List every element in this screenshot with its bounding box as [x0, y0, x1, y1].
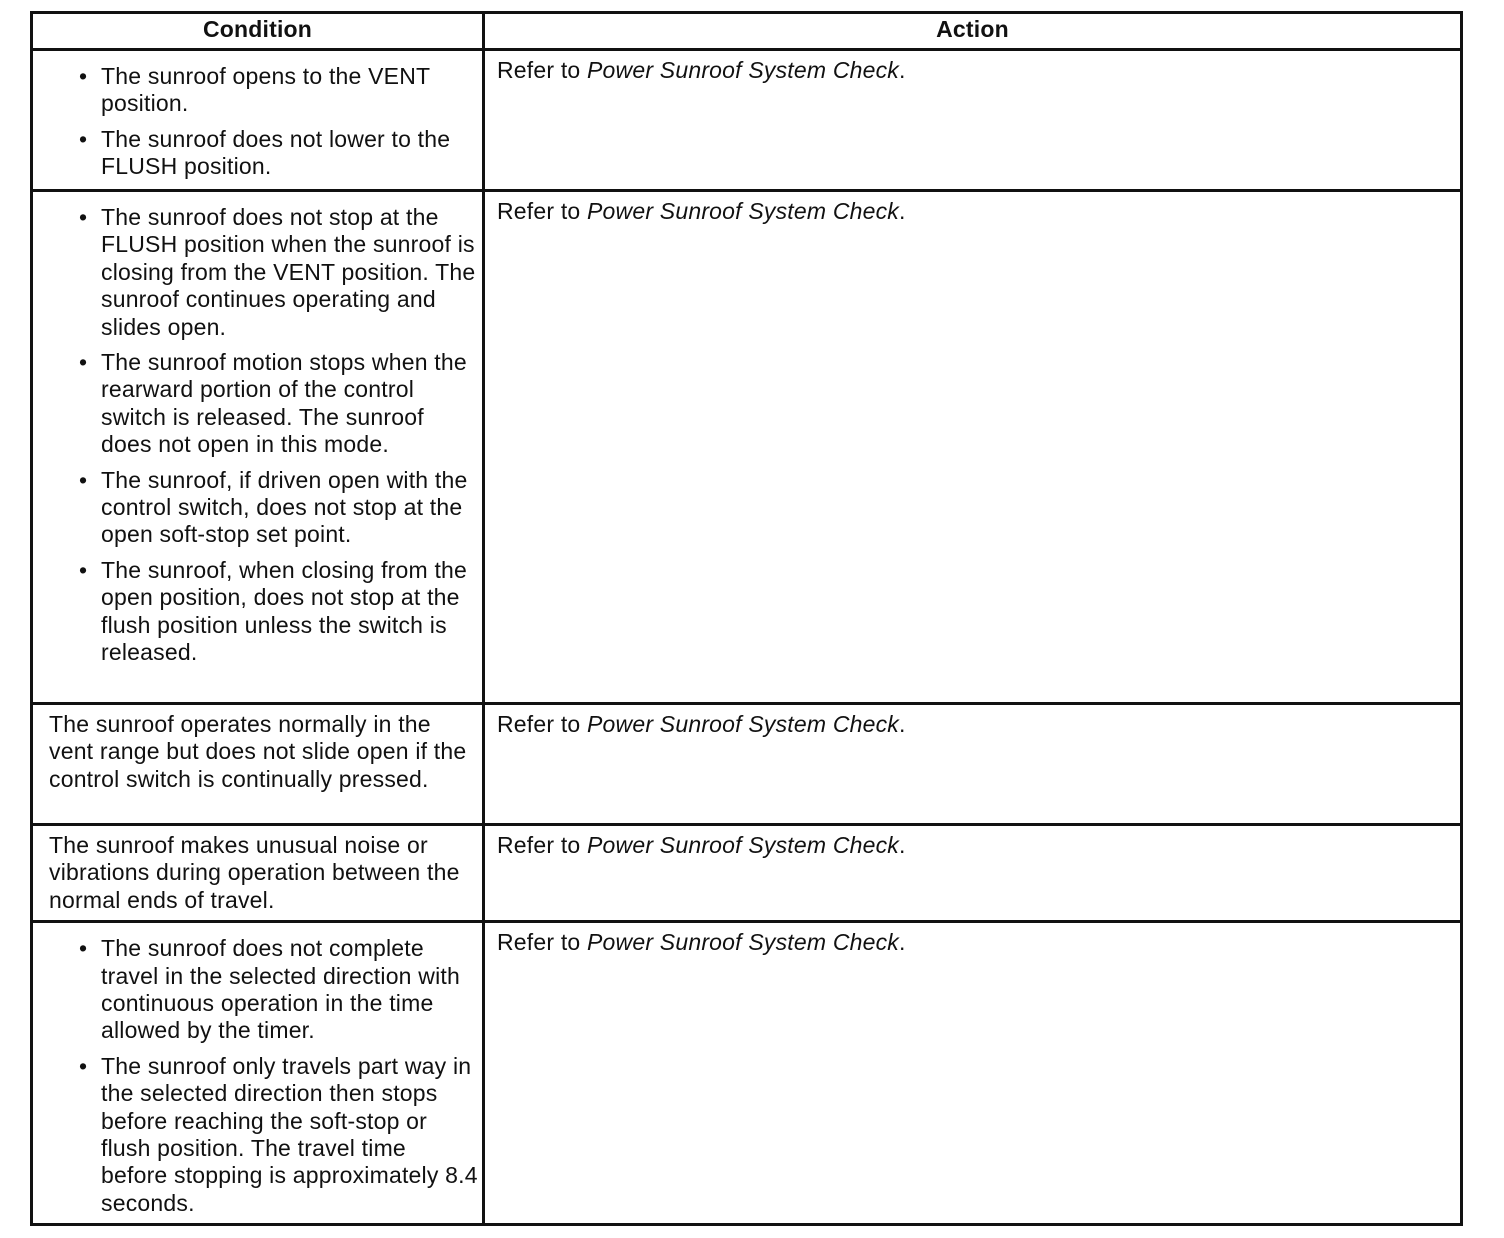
- table-row: [32, 825, 1462, 922]
- condition-bullet: • The sunroof, if driven open with the control switch, does not stop at the open soft-stop set point.: [101, 467, 478, 549]
- action-text: Refer to: [497, 929, 588, 956]
- condition-column-header: Condition: [32, 13, 484, 50]
- action-text: Refer to: [497, 198, 588, 224]
- condition-bullet-list: [49, 63, 478, 181]
- action-text: Refer to: [497, 57, 588, 83]
- condition-bullet: • The sunroof does not stop at the FLUSH position when the sunroof is closing from the VENT position. The sunroof continues operating and slides open.: [101, 204, 478, 341]
- action-cell: [484, 704, 1462, 825]
- condition-cell: [32, 825, 484, 922]
- table-row: [32, 50, 1462, 191]
- condition-bullet: • The sunroof only travels part way in the selected direction then stops before reaching the soft-stop or flush position. The travel time before stopping is approximately 8.4 seconds.: [101, 1053, 478, 1217]
- table-row: [32, 704, 1462, 825]
- action-suffix: .: [899, 929, 906, 956]
- action-suffix: .: [899, 57, 906, 83]
- diagnosis-table-container: [30, 11, 1460, 1226]
- condition-bullet: • The sunroof opens to the VENT position.: [101, 63, 478, 118]
- action-cell: [484, 191, 1462, 704]
- condition-bullet: • The sunroof does not complete travel in the selected direction with continuous operation in the time allowed by the timer.: [101, 935, 478, 1045]
- procedure-reference-link[interactable]: Power Sunroof System Check: [587, 198, 900, 224]
- condition-cell: [32, 922, 484, 1225]
- condition-cell: [32, 704, 484, 825]
- procedure-reference-link[interactable]: Power Sunroof System Check: [587, 832, 900, 858]
- procedure-reference-link[interactable]: Power Sunroof System Check: [587, 57, 900, 83]
- procedure-reference-link[interactable]: Power Sunroof System Check: [587, 929, 900, 956]
- procedure-reference-link[interactable]: Power Sunroof System Check: [587, 711, 900, 737]
- condition-cell: [32, 191, 484, 704]
- action-text: Refer to: [497, 711, 588, 737]
- action-cell: [484, 922, 1462, 1225]
- condition-cell: [32, 50, 484, 191]
- condition-bullet-list: [49, 204, 478, 667]
- symptom-diagnosis-table: [30, 11, 1463, 1226]
- condition-bullet: • The sunroof, when closing from the open position, does not stop at the flush position unless the switch is released.: [101, 557, 478, 667]
- condition-bullet: • The sunroof motion stops when the rearward portion of the control switch is released. The sunroof does not open in this mode.: [101, 349, 478, 459]
- table-header-row: [32, 13, 1462, 50]
- action-suffix: .: [899, 198, 906, 224]
- action-suffix: .: [899, 832, 906, 858]
- action-cell: [484, 50, 1462, 191]
- table-row: [32, 922, 1462, 1225]
- action-cell: [484, 825, 1462, 922]
- condition-text: The sunroof makes unusual noise or vibrations during operation between the normal ends of travel.: [49, 832, 460, 913]
- condition-text: The sunroof operates normally in the vent range but does not slide open if the control switch is continually pressed.: [49, 711, 467, 792]
- action-text: Refer to: [497, 832, 588, 858]
- condition-bullet: • The sunroof does not lower to the FLUSH position.: [101, 126, 478, 181]
- condition-bullet-list: [49, 935, 478, 1217]
- action-suffix: .: [899, 711, 906, 737]
- table-row: [32, 191, 1462, 704]
- action-column-header: Action: [484, 13, 1462, 50]
